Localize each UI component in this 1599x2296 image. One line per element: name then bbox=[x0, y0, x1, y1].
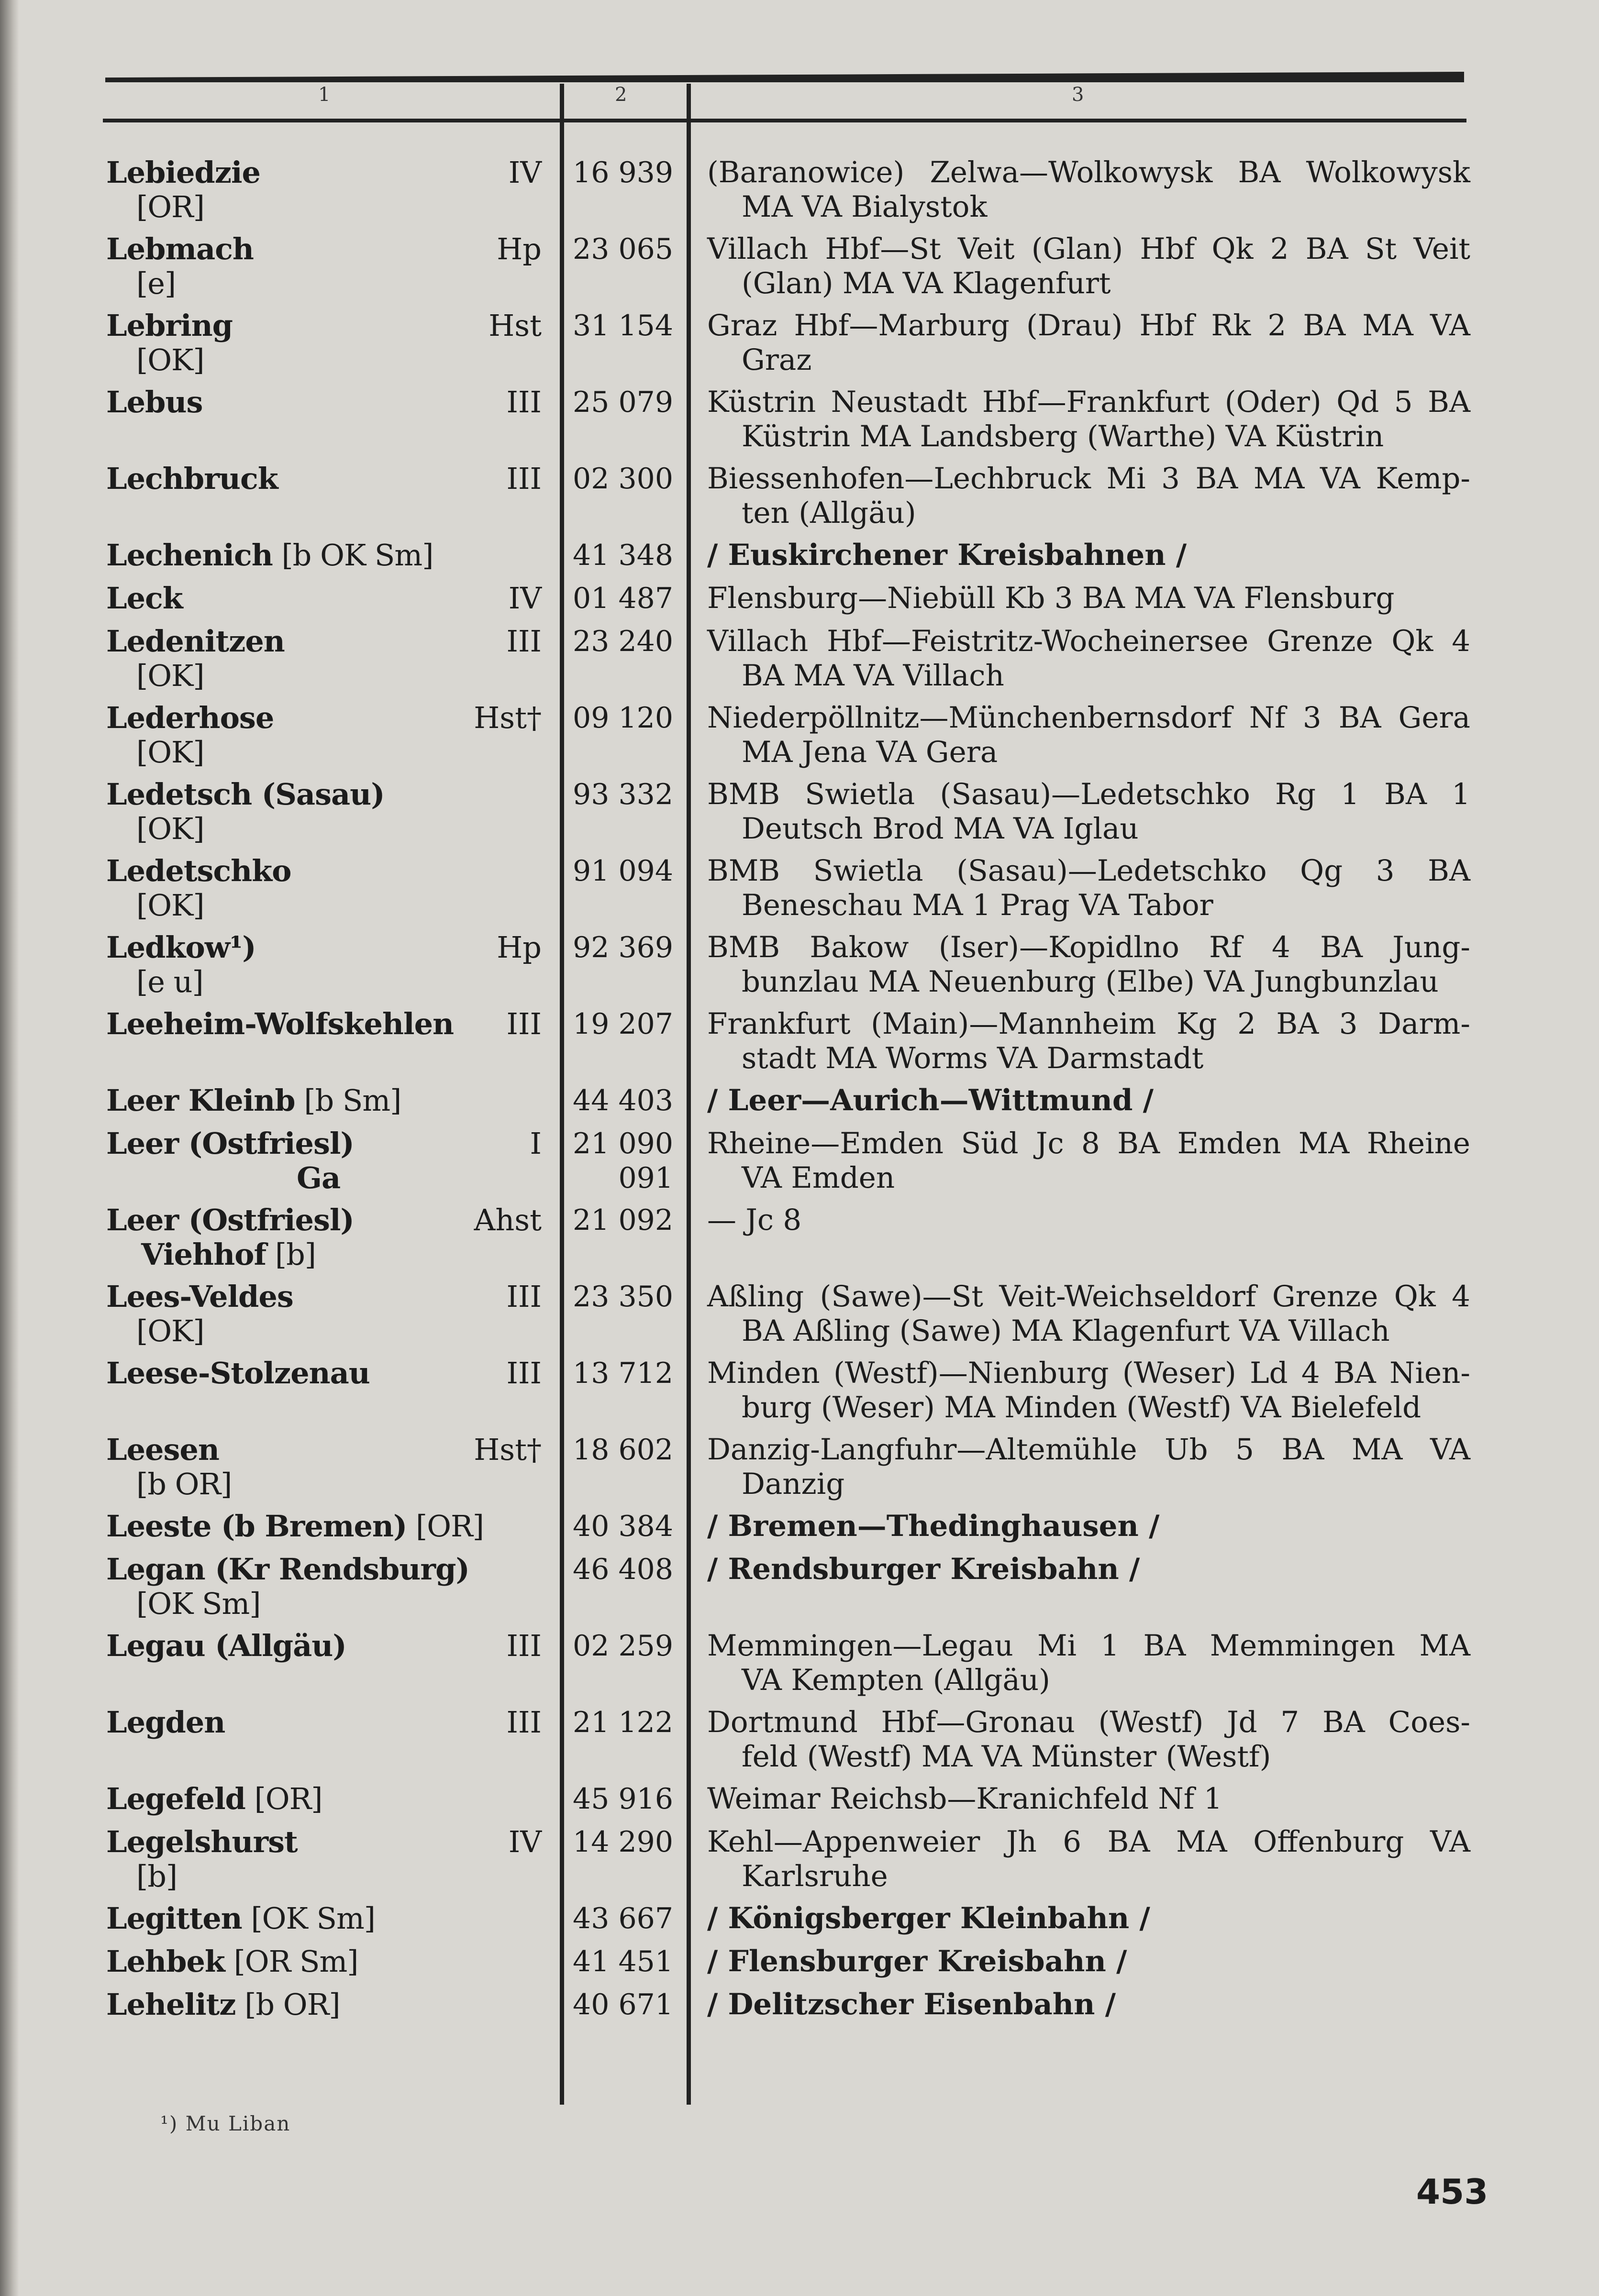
column-number-3: 3 bbox=[1072, 84, 1084, 106]
station-qualifier: [e] bbox=[136, 266, 176, 301]
station-number: 25 079 bbox=[573, 386, 673, 419]
station-category: III bbox=[506, 385, 542, 419]
route-description bbox=[707, 1433, 1470, 1501]
station-qualifier: [OR Sm] bbox=[224, 1944, 358, 1979]
route-description bbox=[707, 1987, 1470, 2022]
station-category: Hp bbox=[497, 232, 542, 266]
route-description bbox=[707, 309, 1470, 377]
route-description-line: / Leer—Aurich—Wittmund / bbox=[707, 1083, 1154, 1117]
station-name-continued bbox=[136, 266, 176, 301]
route-description-line: (Glan) MA VA Klagenfurt bbox=[742, 266, 1111, 300]
column-divider-1 bbox=[560, 84, 564, 2105]
station-category: III bbox=[506, 1628, 542, 1663]
route-description-line: MA VA Bialystok bbox=[742, 190, 988, 224]
route-description-line: Niederpöllnitz—Münchenbernsdorf Nf 3 BA Gera bbox=[707, 701, 1470, 735]
route-description-line: burg (Weser) MA Minden (Westf) VA Bielefeld bbox=[742, 1391, 1421, 1424]
route-description bbox=[707, 1280, 1470, 1348]
station-qualifier: [OK] bbox=[136, 811, 204, 846]
station-name: Leck bbox=[106, 581, 183, 616]
route-description-line: Rheine—Emden Süd Jc 8 BA Emden MA Rheine bbox=[707, 1126, 1470, 1160]
route-description-line: Biessenhofen—Lechbruck Mi 3 BA MA VA Kemp- bbox=[707, 462, 1470, 496]
route-description bbox=[707, 1552, 1470, 1587]
route-description-line: Aßling (Sawe)—St Veit-Weichseldorf Grenze Qk 4 bbox=[707, 1280, 1470, 1314]
route-description-line: Weimar Reichsb—Kranichfeld Nf 1 bbox=[707, 1782, 1222, 1816]
station-name: Legden bbox=[106, 1705, 225, 1740]
route-description-line: BA MA VA Villach bbox=[742, 659, 1004, 693]
station-number: 16 939 bbox=[573, 156, 673, 189]
route-description bbox=[707, 1509, 1470, 1544]
station-name: Leeste (b Bremen) [OR] bbox=[106, 1509, 484, 1544]
station-qualifier: [OK] bbox=[136, 342, 204, 377]
route-description-line: VA Kempten (Allgäu) bbox=[742, 1663, 1050, 1697]
station-name: Ledenitzen bbox=[106, 624, 285, 659]
station-number-secondary: 091 bbox=[618, 1161, 673, 1195]
route-description-line: Villach Hbf—St Veit (Glan) Hbf Qk 2 BA St Veit bbox=[707, 232, 1470, 266]
station-category: Hst† bbox=[474, 700, 542, 735]
route-description-line: Graz Hbf—Marburg (Drau) Hbf Rk 2 BA MA VA bbox=[707, 309, 1470, 342]
station-name: Legefeld [OR] bbox=[106, 1781, 322, 1816]
station-number: 19 207 bbox=[573, 1007, 673, 1041]
station-number: 93 332 bbox=[573, 778, 673, 811]
station-name: Lees-Veldes bbox=[106, 1279, 293, 1314]
route-description bbox=[707, 1944, 1470, 1979]
route-description-line: MA Jena VA Gera bbox=[742, 735, 998, 769]
station-name-continued bbox=[136, 1587, 261, 1621]
top-rule bbox=[105, 72, 1464, 82]
route-description-line: Frankfurt (Main)—Mannheim Kg 2 BA 3 Darm- bbox=[707, 1007, 1470, 1041]
station-category: III bbox=[506, 1356, 542, 1391]
station-qualifier: [b OK Sm] bbox=[272, 538, 433, 573]
route-description bbox=[707, 1007, 1470, 1076]
station-name-continued bbox=[136, 888, 204, 923]
station-number: 01 487 bbox=[573, 582, 673, 615]
station-name: Lechenich [b OK Sm] bbox=[106, 538, 433, 573]
route-description-line: BMB Bakow (Iser)—Kopidlno Rf 4 BA Jung- bbox=[707, 930, 1470, 964]
station-category: Hst† bbox=[474, 1432, 542, 1467]
route-description bbox=[707, 538, 1470, 573]
route-description bbox=[707, 385, 1470, 454]
route-description bbox=[707, 581, 1470, 616]
route-description bbox=[707, 1629, 1470, 1698]
station-qualifier: [OK] bbox=[136, 1314, 204, 1348]
route-description-line: ten (Allgäu) bbox=[742, 496, 916, 530]
route-description bbox=[707, 462, 1470, 530]
station-name: Leeheim-Wolfskehlen bbox=[106, 1006, 454, 1041]
route-description-line: Danzig-Langfuhr—Altemühle Ub 5 BA MA VA bbox=[707, 1433, 1470, 1467]
station-category: III bbox=[506, 1279, 542, 1314]
station-number: 18 602 bbox=[573, 1433, 673, 1467]
station-name-continued bbox=[136, 1859, 177, 1894]
route-description-line: / Bremen—Thedinghausen / bbox=[707, 1509, 1160, 1543]
station-number: 44 403 bbox=[573, 1084, 673, 1117]
station-name: Leese-Stolzenau bbox=[106, 1356, 370, 1391]
station-name: Lehelitz [b OR] bbox=[106, 1987, 340, 2022]
route-description-line: VA Emden bbox=[742, 1161, 895, 1195]
station-name: Lehbek [OR Sm] bbox=[106, 1944, 358, 1979]
route-description-line: / Rendsburger Kreisbahn / bbox=[707, 1552, 1140, 1586]
station-number: 23 065 bbox=[573, 232, 673, 266]
station-number: 43 667 bbox=[573, 1902, 673, 1935]
station-category: III bbox=[506, 461, 542, 496]
route-description-line: Flensburg—Niebüll Kb 3 BA MA VA Flensburg bbox=[707, 581, 1395, 615]
route-description-line: / Delitzscher Eisenbahn / bbox=[707, 1987, 1116, 2021]
station-number: 31 154 bbox=[573, 309, 673, 342]
route-description-line: Küstrin MA Landsberg (Warthe) VA Küstrin bbox=[742, 419, 1384, 453]
station-category: Ahst bbox=[474, 1203, 542, 1237]
route-description bbox=[707, 930, 1470, 999]
station-name-continued: Viehhof [b] bbox=[141, 1237, 316, 1272]
station-name: Leer Kleinb [b Sm] bbox=[106, 1083, 401, 1118]
station-name: Ledetsch (Sasau) bbox=[106, 777, 385, 812]
station-name: Lebus bbox=[106, 385, 203, 419]
station-name-continued: Ga bbox=[297, 1160, 341, 1195]
route-description-line: feld (Westf) MA VA Münster (Westf) bbox=[742, 1740, 1271, 1774]
station-number: 21 090 bbox=[573, 1127, 673, 1160]
route-description-line: Kehl—Appenweier Jh 6 BA MA Offenburg VA bbox=[707, 1825, 1470, 1859]
station-qualifier: [b Sm] bbox=[295, 1083, 401, 1118]
station-qualifier: [b] bbox=[266, 1237, 316, 1272]
route-description bbox=[707, 1705, 1470, 1774]
route-description bbox=[707, 1203, 1470, 1237]
station-category: I bbox=[530, 1126, 542, 1161]
station-name-continued bbox=[136, 1467, 232, 1501]
route-description-line: Dortmund Hbf—Gronau (Westf) Jd 7 BA Coes- bbox=[707, 1705, 1470, 1739]
route-description-line: BA Aßling (Sawe) MA Klagenfurt VA Villach bbox=[742, 1314, 1390, 1348]
route-description-line: Graz bbox=[742, 343, 812, 377]
station-name-continued bbox=[136, 735, 204, 770]
station-name: Ledkow¹) bbox=[106, 930, 256, 965]
station-qualifier: [OK] bbox=[136, 735, 204, 770]
station-name: Legitten [OK Sm] bbox=[106, 1901, 375, 1936]
page-number: 453 bbox=[1416, 2172, 1488, 2212]
route-description-line: BMB Swietla (Sasau)—Ledetschko Qg 3 BA bbox=[707, 854, 1470, 888]
station-qualifier: [OR] bbox=[136, 189, 204, 224]
station-qualifier: [OK] bbox=[136, 888, 204, 923]
route-description-line: Deutsch Brod MA VA Iglau bbox=[742, 812, 1139, 846]
route-description bbox=[707, 232, 1470, 301]
station-number: 92 369 bbox=[573, 931, 673, 964]
column-divider-2 bbox=[687, 84, 691, 2105]
route-description bbox=[707, 854, 1470, 923]
station-number: 23 350 bbox=[573, 1280, 673, 1314]
station-category: III bbox=[506, 1705, 542, 1740]
station-number: 40 384 bbox=[573, 1510, 673, 1543]
station-number: 46 408 bbox=[573, 1553, 673, 1586]
station-name: Legau (Allgäu) bbox=[106, 1628, 346, 1663]
route-description-line: BMB Swietla (Sasau)—Ledetschko Rg 1 BA 1 bbox=[707, 777, 1470, 811]
station-name: Lebring bbox=[106, 308, 233, 343]
column-number-2: 2 bbox=[615, 84, 627, 106]
station-name-continued bbox=[136, 965, 203, 999]
station-name-continued bbox=[136, 343, 204, 377]
route-description bbox=[707, 777, 1470, 846]
route-description bbox=[707, 624, 1470, 693]
station-number: 23 240 bbox=[573, 625, 673, 658]
station-category: III bbox=[506, 624, 542, 659]
station-name: Leesen bbox=[106, 1432, 219, 1467]
station-qualifier: [OR] bbox=[407, 1509, 484, 1544]
route-description bbox=[707, 1083, 1470, 1118]
station-name-continued bbox=[136, 659, 204, 693]
route-description-line: Beneschau MA 1 Prag VA Tabor bbox=[742, 888, 1213, 922]
station-name: Lebmach bbox=[106, 232, 254, 266]
page-edge-shadow bbox=[0, 0, 19, 2296]
station-name: Legelshurst bbox=[106, 1824, 298, 1859]
route-description-line: Minden (Westf)—Nienburg (Weser) Ld 4 BA Nien- bbox=[707, 1356, 1470, 1390]
station-number: 14 290 bbox=[573, 1825, 673, 1859]
station-qualifier: [OK Sm] bbox=[136, 1586, 261, 1621]
station-qualifier: [e u] bbox=[136, 964, 203, 999]
station-name: Leer (Ostfriesl) bbox=[106, 1203, 354, 1237]
station-qualifier: [OR] bbox=[245, 1781, 322, 1816]
station-category: III bbox=[506, 1006, 542, 1041]
station-qualifier: [b OR] bbox=[235, 1987, 340, 2022]
station-name-continued bbox=[136, 1314, 204, 1348]
route-description bbox=[707, 1901, 1470, 1936]
station-category: Hst bbox=[489, 308, 542, 343]
route-description-line: / Flensburger Kreisbahn / bbox=[707, 1944, 1127, 1978]
route-description-line: Karlsruhe bbox=[742, 1859, 888, 1893]
route-description bbox=[707, 701, 1470, 770]
station-qualifier: [b] bbox=[136, 1859, 178, 1894]
route-description-line: Villach Hbf—Feistritz-Wocheinersee Grenze Qk 4 bbox=[707, 624, 1470, 658]
station-number: 09 120 bbox=[573, 701, 673, 735]
station-number: 91 094 bbox=[573, 854, 673, 888]
route-description-line: (Baranowice) Zelwa—Wolkowysk BA Wolkowysk bbox=[707, 155, 1470, 189]
station-number: 13 712 bbox=[573, 1357, 673, 1390]
route-description-line: Memmingen—Legau Mi 1 BA Memmingen MA bbox=[707, 1629, 1470, 1663]
station-name: Lederhose bbox=[106, 700, 274, 735]
station-name: Ledetschko bbox=[106, 853, 291, 888]
station-qualifier: [b OR] bbox=[136, 1467, 232, 1501]
station-qualifier: [OK] bbox=[136, 658, 204, 693]
column-number-1: 1 bbox=[318, 84, 331, 106]
station-category: IV bbox=[508, 581, 542, 616]
route-description bbox=[707, 1356, 1470, 1425]
route-description bbox=[707, 1126, 1470, 1195]
station-name-continued bbox=[136, 812, 204, 846]
route-description-line: bunzlau MA Neuenburg (Elbe) VA Jungbunzlau bbox=[742, 965, 1439, 999]
station-category: IV bbox=[508, 155, 542, 190]
station-name: Leer (Ostfriesl) bbox=[106, 1126, 354, 1161]
station-number: 02 300 bbox=[573, 462, 673, 496]
station-number: 21 092 bbox=[573, 1203, 673, 1237]
station-number: 41 451 bbox=[573, 1945, 673, 1978]
route-description-line: / Euskirchener Kreisbahnen / bbox=[707, 538, 1187, 572]
station-number: 41 348 bbox=[573, 539, 673, 572]
route-description-line: — Jc 8 bbox=[707, 1203, 802, 1237]
route-description bbox=[707, 155, 1470, 224]
station-name: Lebiedzie bbox=[106, 155, 260, 190]
route-description-line: Danzig bbox=[742, 1467, 845, 1501]
station-name: Legan (Kr Rendsburg) bbox=[106, 1552, 469, 1587]
route-description-line: stadt MA Worms VA Darmstadt bbox=[742, 1041, 1204, 1075]
station-number: 21 122 bbox=[573, 1706, 673, 1739]
footnote: ¹) Mu Liban bbox=[160, 2112, 291, 2135]
station-category: IV bbox=[508, 1824, 542, 1859]
station-number: 40 671 bbox=[573, 1988, 673, 2021]
station-category: Hp bbox=[497, 930, 542, 965]
station-name: Lechbruck bbox=[106, 461, 278, 496]
route-description-line: / Königsberger Kleinbahn / bbox=[707, 1901, 1150, 1935]
station-name-continued bbox=[136, 190, 204, 224]
station-number: 02 259 bbox=[573, 1629, 673, 1663]
station-qualifier: [OK Sm] bbox=[242, 1901, 375, 1936]
header-rule bbox=[103, 119, 1466, 122]
route-description bbox=[707, 1825, 1470, 1894]
station-number: 45 916 bbox=[573, 1782, 673, 1816]
route-description bbox=[707, 1782, 1470, 1816]
route-description-line: Küstrin Neustadt Hbf—Frankfurt (Oder) Qd 5 BA bbox=[707, 385, 1470, 419]
